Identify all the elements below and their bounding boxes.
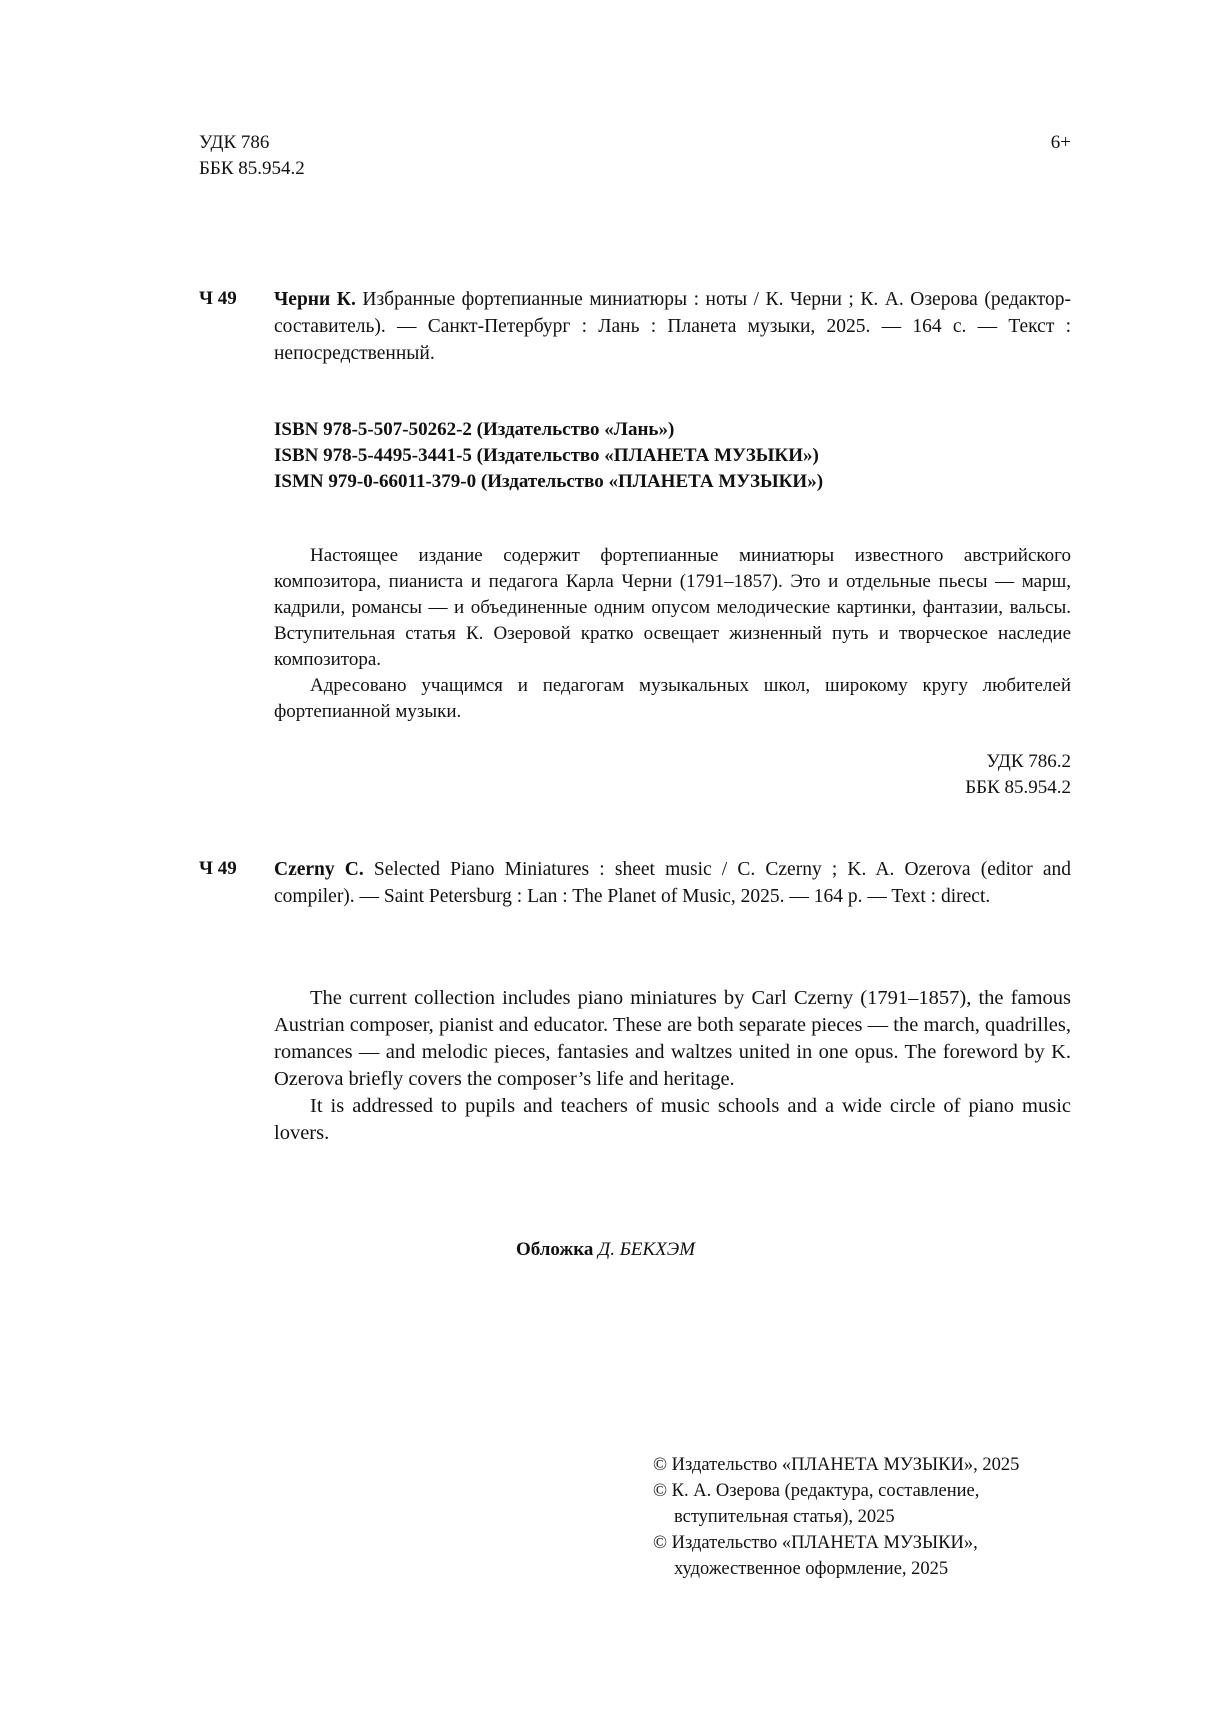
udk-header: УДК 786 <box>199 132 270 153</box>
ru-entry-code: Ч 49 <box>199 288 237 309</box>
copyright-line: © Издательство «ПЛАНЕТА МУЗЫКИ», 2025 <box>653 1455 1020 1475</box>
udk-right: УДК 786.2 <box>986 751 1071 772</box>
copyright-line: © К. А. Озерова (редактура, составление, <box>653 1481 980 1501</box>
isbn-planeta: ISBN 978-5-4495-3441-5 (Издательство «ПЛАНЕТА МУЗЫКИ») <box>274 445 819 466</box>
isbn-block <box>274 417 1074 495</box>
cover-credit <box>0 1237 1211 1263</box>
en-annotation-paragraph: The current collection includes piano miniatures by Carl Czerny (1791–1857), the famous Austrian composer, pianist and educator. These are both separate pieces — the march, quadrilles, romances — and melodic pieces, fantasies and waltzes united in one opus. The foreword by K. Ozerova briefly covers the composer’s life and heritage. <box>274 987 1071 1090</box>
en-entry-author: Czerny C. <box>274 859 364 880</box>
en-entry-text: Selected Piano Miniatures : sheet music / C. Czerny ; K. A. Ozerova (editor and compiler). — Saint Petersburg : Lan : The Planet of Music, 2025. — 164 p. — Text : direct. <box>274 859 1071 907</box>
cover-label: Обложка <box>515 1239 594 1260</box>
ru-entry <box>274 286 1071 367</box>
en-annotation <box>274 985 1071 1147</box>
ru-entry-author: Черни К. <box>274 289 356 310</box>
copyright-line-cont: художественное оформление, 2025 <box>674 1559 949 1579</box>
en-entry <box>274 856 1071 910</box>
bbk-right: ББК 85.954.2 <box>965 777 1071 798</box>
en-annotation-paragraph: It is addressed to pupils and teachers of music schools and a wide circle of piano music lovers. <box>274 1095 1071 1144</box>
copyright-block <box>653 1452 1093 1582</box>
ru-annotation-paragraph: Настоящее издание содержит фортепианные миниатюры известного австрийского композитора, пианиста и педагога Карла Черни (1791–1857). Это и отдельные пьесы — марш, кадрили, романсы — и объединенные одним опусом мелодические картинки, фантазии, вальсы. Вступительная статья К. Озеровой кратко освещает жизненный путь и творческое наследие композитора. <box>274 545 1071 670</box>
copyright-line-cont: вступительная статья), 2025 <box>674 1507 895 1527</box>
bbk-header: ББК 85.954.2 <box>199 158 305 179</box>
en-entry-code: Ч 49 <box>199 858 237 879</box>
isbn-lan: ISBN 978-5-507-50262-2 (Издательство «Лань») <box>274 419 675 440</box>
ru-annotation <box>274 543 1071 725</box>
ru-annotation-paragraph: Адресовано учащимся и педагогам музыкальных школ, широкому кругу любителей фортепианной музыки. <box>274 675 1071 722</box>
copyright-line: © Издательство «ПЛАНЕТА МУЗЫКИ», <box>653 1533 978 1553</box>
cover-artist: Д. БЕКХЭМ <box>598 1239 696 1260</box>
age-rating: 6+ <box>1050 132 1071 153</box>
ismn-planeta: ISMN 979-0-66011-379-0 (Издательство «ПЛАНЕТА МУЗЫКИ») <box>274 471 824 492</box>
ru-entry-text: Избранные фортепианные миниатюры : ноты / К. Черни ; К. А. Озерова (редактор-составитель). — Санкт-Петербург : Лань : Планета музыки, 2025. — 164 с. — Текст : непосредственный. <box>274 289 1072 364</box>
